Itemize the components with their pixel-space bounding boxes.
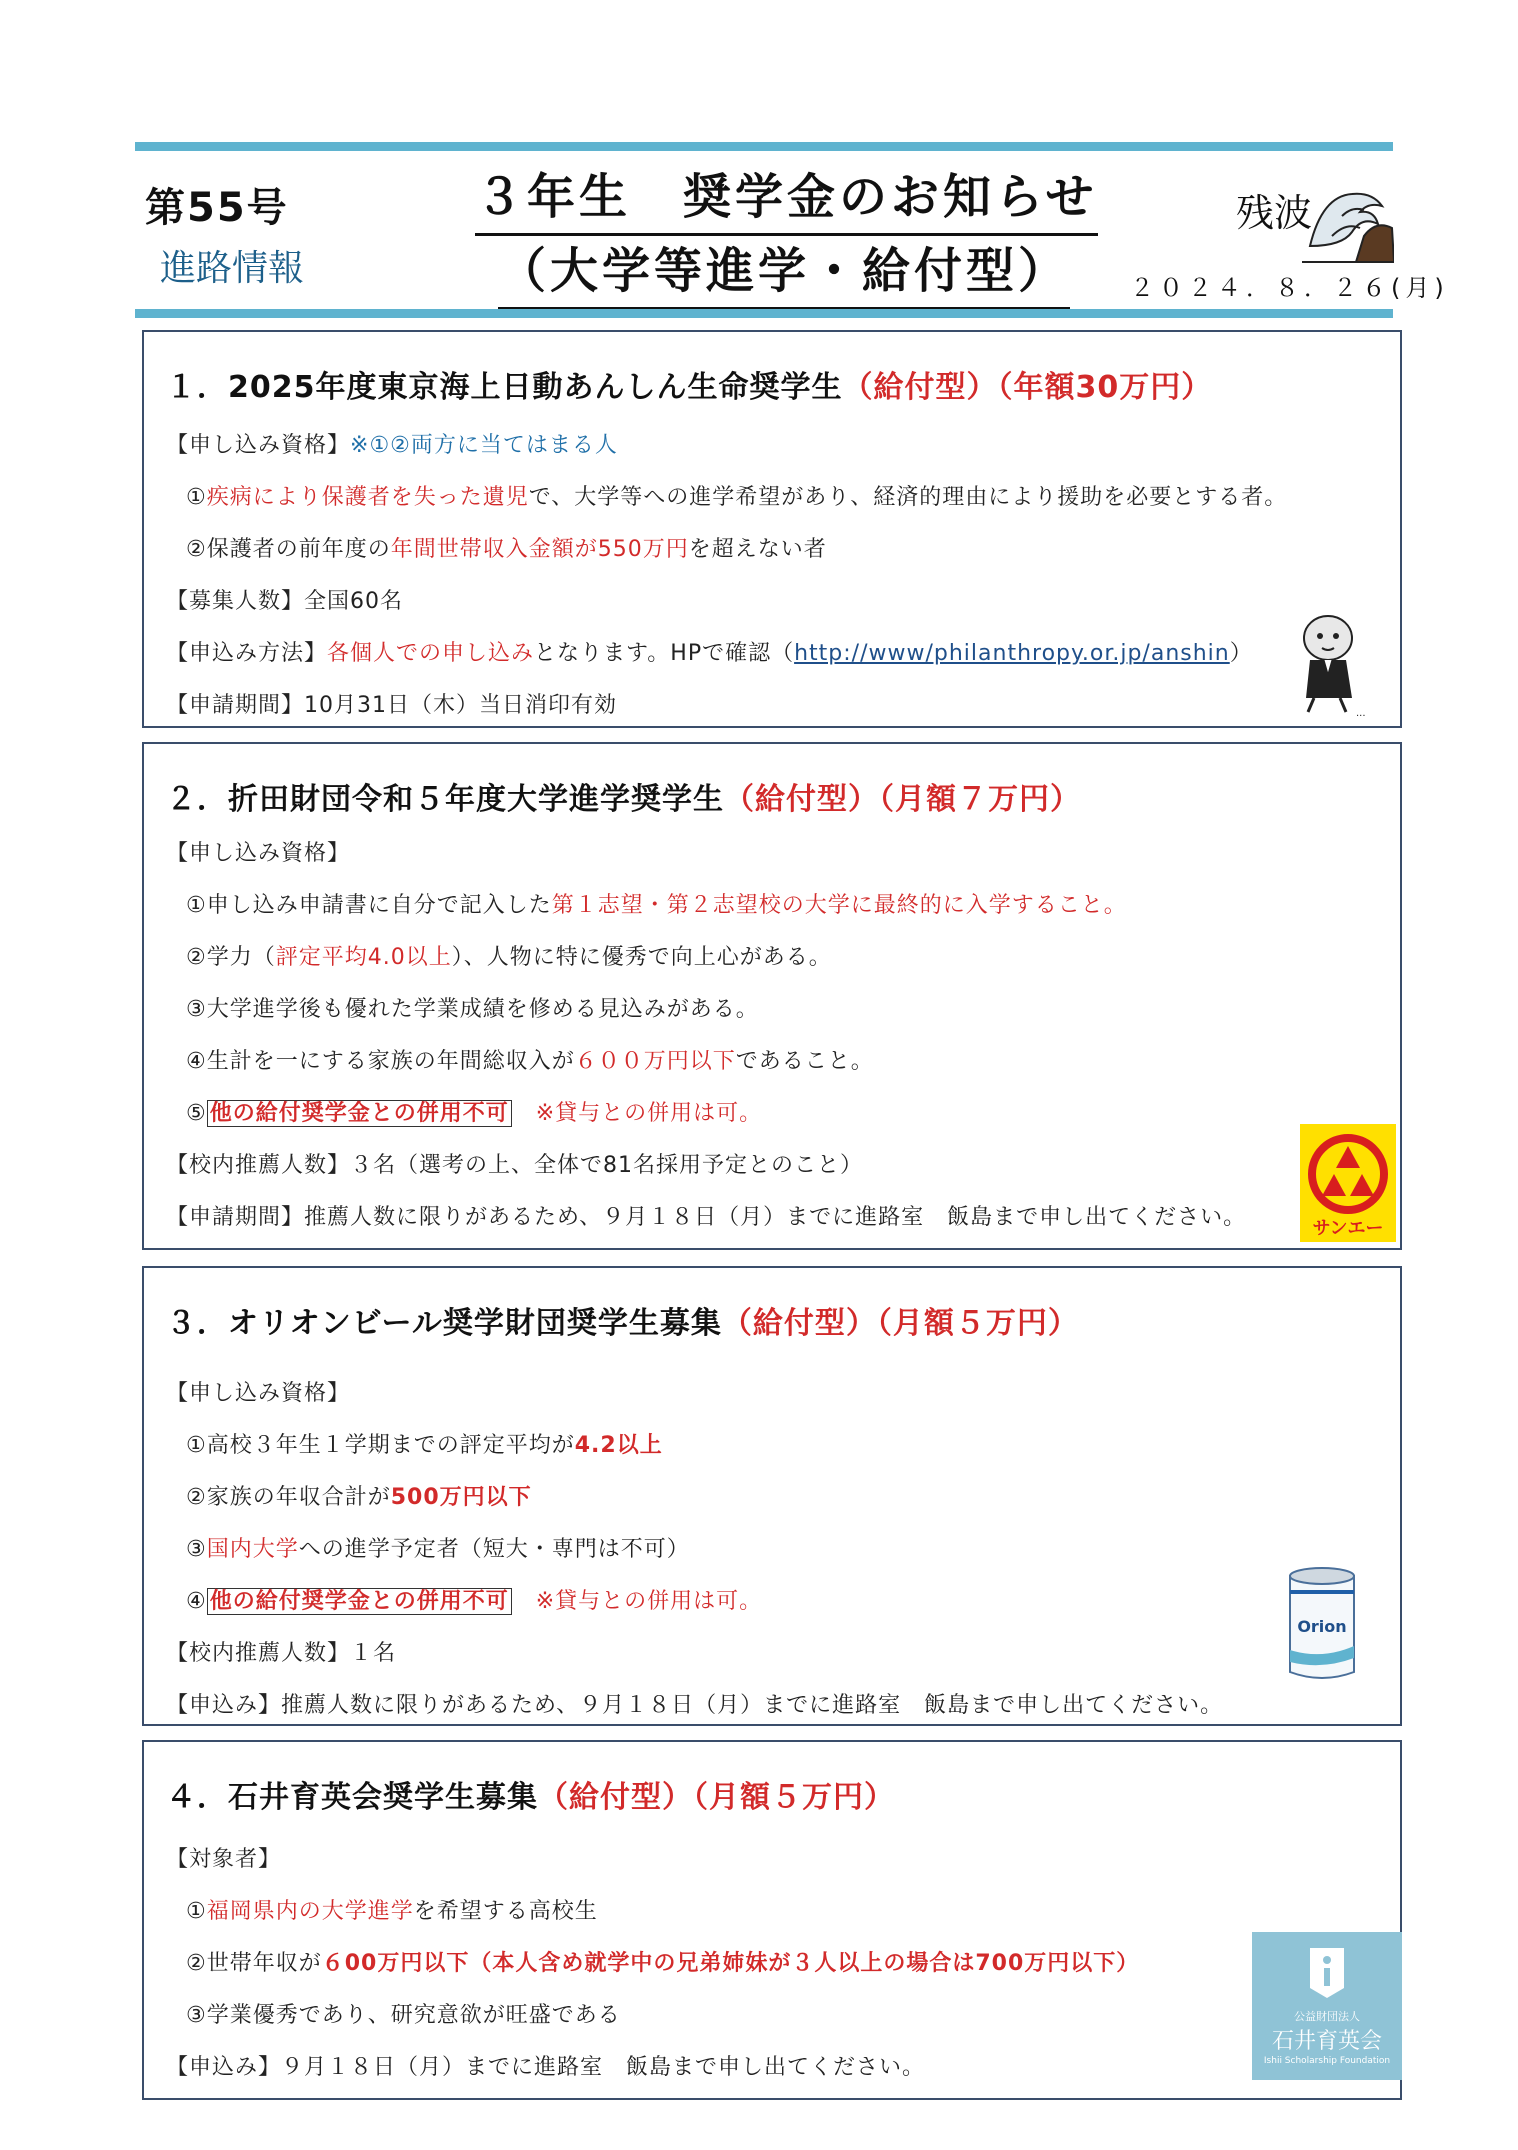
condition-emphasis: 第１志望・第２志望校の大学に最終的に入学すること。 <box>551 893 1127 918</box>
condition-emphasis: 年間世帯収入金額が550万円 <box>390 537 689 562</box>
method-rest: となります。HPで確認（ <box>534 641 795 666</box>
section-1-qualification <box>166 428 618 459</box>
orion-can-icon <box>1284 1562 1360 1684</box>
condition-prefix: ②世帯年収が <box>186 1951 322 1976</box>
condition-prefix: ③ <box>186 1537 207 1562</box>
no-combination-notice: 他の給付奨学金との併用不可 <box>207 1100 512 1127</box>
san-a-logo-text: サンエー <box>1312 1218 1384 1239</box>
section-3-qualification: 【申し込み資格】 <box>166 1381 351 1406</box>
section-2-title-text: ２．折田財団令和５年度大学進学奨学生 <box>166 782 724 817</box>
scholarship-section-3 <box>142 1266 1402 1726</box>
section-2-condition-4 <box>186 1044 874 1075</box>
section-3-condition-2 <box>186 1480 532 1511</box>
section-1-title-terms: （給付型）（年額30万円） <box>842 370 1213 405</box>
section-2-condition-1 <box>186 888 1127 919</box>
condition-emphasis: 福岡県内の大学進学 <box>206 1899 414 1924</box>
svg-text:...: ... <box>1356 708 1366 719</box>
page-title: ３年生 奨学金のお知らせ <box>475 158 1098 236</box>
section-2-condition-5 <box>186 1096 762 1127</box>
section-3-title <box>166 1298 1079 1342</box>
section-1-title-text: １．2025年度東京海上日動あんしん生命奨学生 <box>166 370 843 405</box>
no-combination-notice: 他の給付奨学金との併用不可 <box>207 1588 512 1615</box>
condition-rest: で、大学等への進学希望があり、経済的理由により援助を必要とする者。 <box>528 485 1288 510</box>
section-2-period: 【申請期間】推薦人数に限りがあるため、９月１８日（月）までに進路室 飯島まで申し出てください。 <box>166 1205 1247 1230</box>
section-1-period: 【申請期間】10月31日（木）当日消印有効 <box>166 693 617 718</box>
header-bottom-rule <box>135 309 1393 318</box>
section-4-title <box>166 1772 895 1816</box>
logo-text: 残波 <box>1236 191 1313 235</box>
section-4-apply: 【申込み】９月１８日（月）までに進路室 飯島まで申し出てください。 <box>166 2055 926 2080</box>
section-2-condition-3: ③大学進学後も優れた学業成績を修める見込みがある。 <box>186 997 759 1022</box>
qualification-label: 【申し込み資格】 <box>166 433 351 458</box>
section-4-target: 【対象者】 <box>166 1847 282 1872</box>
section-2-condition-2 <box>186 940 832 971</box>
section-3-title-terms: （給付型）（月額５万円） <box>721 1306 1079 1341</box>
section-3-recommend-count: 【校内推薦人数】１名 <box>166 1641 397 1666</box>
condition-rest: への進学予定者（短大・専門は不可） <box>298 1537 690 1562</box>
section-1-recruit-count: 【募集人数】全国60名 <box>166 589 403 614</box>
condition-emphasis: 国内大学 <box>206 1537 299 1562</box>
ishii-foundation-logo <box>1252 1932 1402 2080</box>
condition-emphasis: 500万円以下 <box>390 1485 532 1510</box>
method-end: ） <box>1229 641 1253 666</box>
condition-emphasis: ６00万円以下（本人含め就学中の兄弟姉妹が３人以上の場合は700万円以下） <box>321 1951 1140 1976</box>
condition-emphasis: 疾病により保護者を失った遺児 <box>206 485 529 510</box>
condition-rest: を希望する高校生 <box>413 1899 598 1924</box>
sheep-mascot-icon <box>1294 612 1384 720</box>
condition-emphasis: 4.2以上 <box>574 1433 663 1458</box>
loan-note: ※貸与との併用は可。 <box>535 1589 763 1614</box>
issue-date: ２０２４．８．２６(月) <box>1130 274 1449 302</box>
scholarship-section-2 <box>142 742 1402 1250</box>
scholarship-section-4 <box>142 1740 1402 2100</box>
condition-rest: であること。 <box>735 1049 874 1074</box>
loan-note: ※貸与との併用は可。 <box>535 1101 763 1126</box>
condition-prefix: ②家族の年収合計が <box>186 1485 391 1510</box>
condition-prefix: ④ <box>186 1589 207 1614</box>
logo-name-text: 石井育英会 <box>1271 2029 1382 2054</box>
header-top-rule <box>135 142 1393 151</box>
condition-prefix: ① <box>186 485 207 510</box>
condition-prefix: ②学力（ <box>186 945 276 970</box>
condition-prefix: ②保護者の前年度の <box>186 537 391 562</box>
method-emphasis: 各個人での申し込み <box>327 641 535 666</box>
section-2-recommend-count: 【校内推薦人数】３名（選考の上、全体で81名採用予定とのこと） <box>166 1153 863 1178</box>
condition-prefix: ⑤ <box>186 1101 207 1126</box>
method-label: 【申込み方法】 <box>166 641 328 666</box>
condition-rest: を超えない者 <box>688 537 827 562</box>
section-4-title-text: ４．石井育英会奨学生募集 <box>166 1780 538 1815</box>
orion-can-label: Orion <box>1297 1617 1347 1636</box>
section-4-condition-3: ③学業優秀であり、研究意欲が旺盛である <box>186 2003 621 2028</box>
condition-prefix: ①高校３年生１学期までの評定平均が <box>186 1433 575 1458</box>
issue-number: 第55号 <box>145 185 289 231</box>
foundation-url-link[interactable]: http://www/philanthropy.or.jp/anshin <box>794 641 1230 666</box>
san-a-logo-icon <box>1300 1124 1396 1242</box>
section-3-title-text: ３．オリオンビール奨学財団奨学生募集 <box>166 1306 722 1341</box>
condition-prefix: ①申し込み申請書に自分で記入した <box>186 893 552 918</box>
section-2-title-terms: （給付型）（月額７万円） <box>724 782 1081 817</box>
wave-icon <box>1302 176 1394 264</box>
scholarship-section-1 <box>142 330 1402 728</box>
section-3-condition-1 <box>186 1428 663 1459</box>
qualification-note: ※①②両方に当てはまる人 <box>350 433 618 458</box>
section-1-title <box>166 362 1212 406</box>
condition-rest: ）、人物に特に優秀で向上心がある。 <box>451 945 832 970</box>
logo-small-text: 公益財団法人 <box>1294 2010 1360 2023</box>
section-3-condition-4 <box>186 1584 762 1615</box>
section-4-condition-1 <box>186 1894 598 1925</box>
condition-prefix: ① <box>186 1899 207 1924</box>
condition-prefix: ④生計を一にする家族の年間総収入が <box>186 1049 575 1074</box>
logo-english-text: Ishii Scholarship Foundation <box>1263 2056 1391 2066</box>
section-2-title <box>166 774 1081 818</box>
condition-emphasis: 評定平均4.0以上 <box>275 945 452 970</box>
section-label: 進路情報 <box>160 248 305 289</box>
section-1-condition-2 <box>186 532 827 563</box>
section-2-qualification: 【申し込み資格】 <box>166 841 351 866</box>
section-3-condition-3 <box>186 1532 690 1563</box>
section-1-condition-1 <box>186 480 1287 511</box>
info-icon <box>1252 1938 1402 2008</box>
section-4-condition-2 <box>186 1946 1139 1977</box>
section-1-method <box>166 636 1253 667</box>
page-subtitle: （大学等進学・給付型） <box>498 232 1070 310</box>
zanpa-logo <box>1236 176 1394 264</box>
section-3-apply: 【申込み】推薦人数に限りがあるため、９月１８日（月）までに進路室 飯島まで申し出てください。 <box>166 1693 1224 1718</box>
section-4-title-terms: （給付型）（月額５万円） <box>538 1780 895 1815</box>
condition-emphasis: ６００万円以下 <box>574 1049 736 1074</box>
